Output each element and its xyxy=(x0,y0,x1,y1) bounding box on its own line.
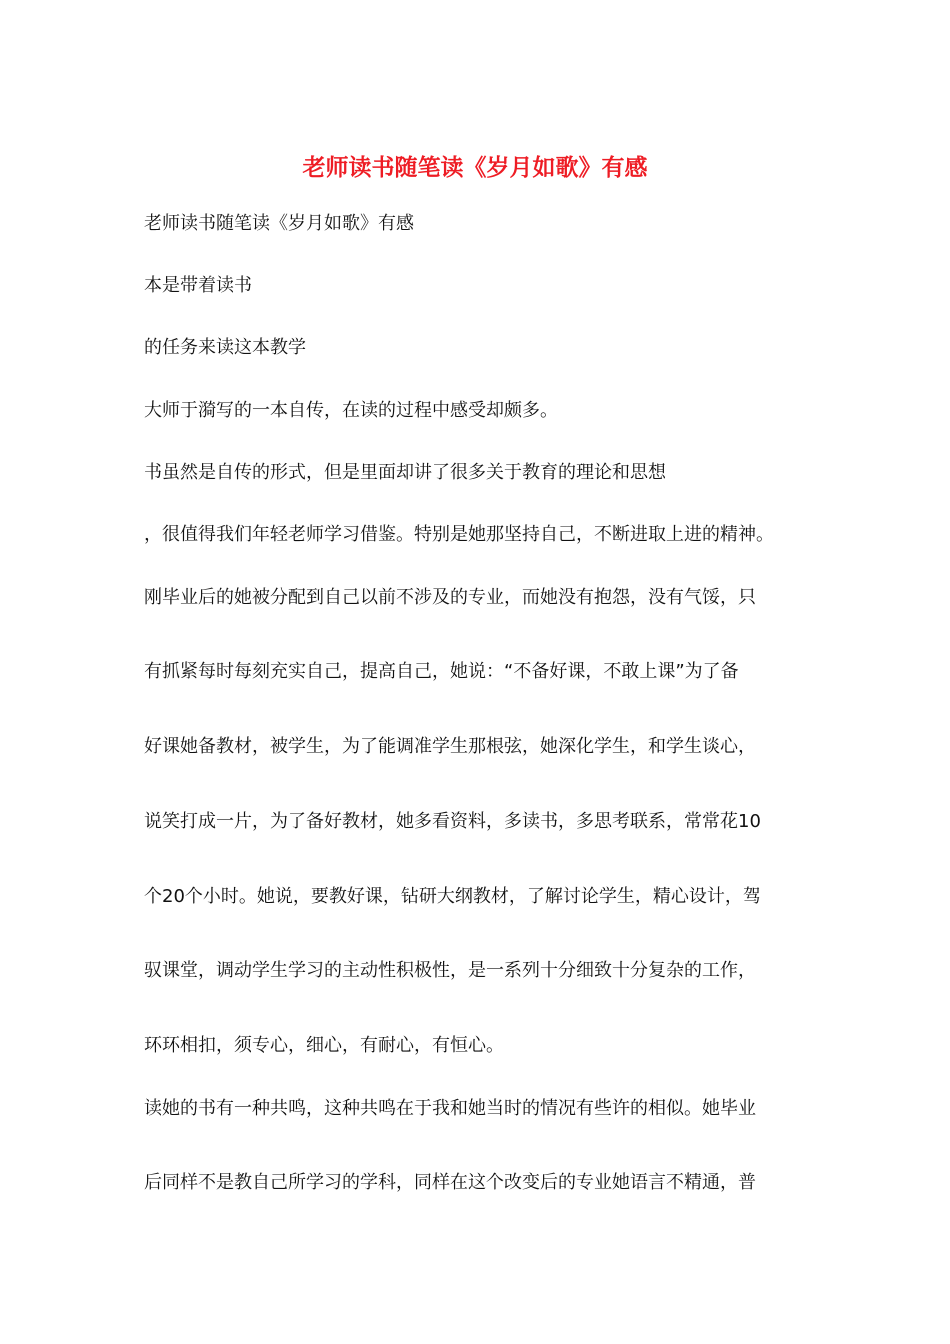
text-line: 书虽然是自传的形式，但是里面却讲了很多关于教育的理论和思想 xyxy=(144,462,666,483)
text-line: 老师读书随笔读《岁月如歌》有感 xyxy=(144,213,414,234)
text-line: 驭课堂，调动学生学习的主动性积极性，是一系列十分细致十分复杂的工作， xyxy=(144,960,756,981)
text-line: 读她的书有一种共鸣，这种共鸣在于我和她当时的情况有些许的相似。她毕业 xyxy=(144,1098,756,1119)
text-line: ，很值得我们年轻老师学习借鉴。特别是她那坚持自己，不断进取上进的精神。 xyxy=(144,524,774,545)
text-line: 的任务来读这本教学 xyxy=(144,337,306,358)
text-line: 环环相扣，须专心，细心，有耐心，有恒心。 xyxy=(144,1035,504,1056)
text-line: 有抓紧每时每刻充实自己，提高自己，她说：“不备好课，不敢上课”为了备 xyxy=(144,661,739,682)
text-line: 大师于漪写的一本自传，在读的过程中感受却颇多。 xyxy=(144,400,558,421)
text-line: 后同样不是教自己所学习的学科，同样在这个改变后的专业她语言不精通，普 xyxy=(144,1172,756,1193)
text-line: 说笑打成一片，为了备好教材，她多看资料，多读书，多思考联系，常常花10 xyxy=(144,811,761,832)
page-title: 老师读书随笔读《岁月如歌》有感 xyxy=(302,154,648,181)
text-line: 本是带着读书 xyxy=(144,275,252,296)
text-line: 刚毕业后的她被分配到自己以前不涉及的专业，而她没有抱怨，没有气馁，只 xyxy=(144,587,756,608)
text-line: 好课她备教材，被学生，为了能调准学生那根弦，她深化学生，和学生谈心， xyxy=(144,736,756,757)
text-line: 个20个小时。她说，要教好课，钻研大纲教材，了解讨论学生，精心设计，驾 xyxy=(144,886,761,907)
